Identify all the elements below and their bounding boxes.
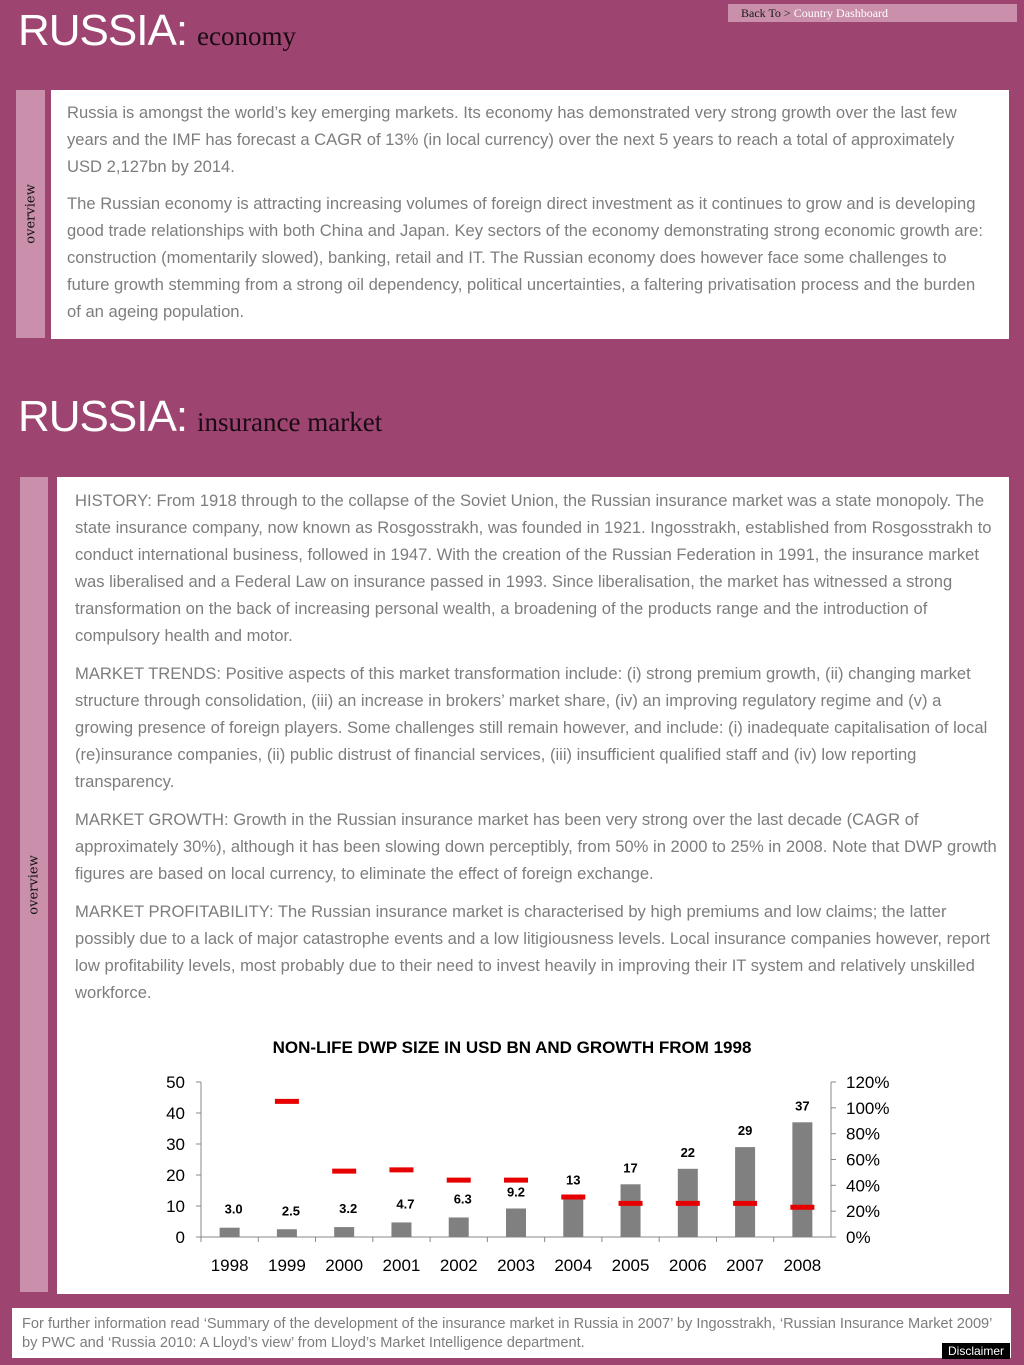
bar-data-label: 13 [566, 1172, 581, 1188]
y-left-tick-label: 20 [166, 1166, 185, 1185]
y-left-tick-label: 50 [166, 1073, 185, 1092]
y-left-tick-label: 0 [175, 1228, 185, 1247]
y-right-tick-label: 100% [846, 1098, 890, 1118]
bar-data-label: 29 [737, 1123, 753, 1139]
y-right-tick-label: 20% [846, 1202, 881, 1222]
x-tick-label: 2008 [783, 1256, 822, 1275]
y-left-tick-label: 10 [166, 1197, 185, 1216]
economy-paragraph: The Russian economy is attracting increasing volumes of foreign direct investment as it continues to grow and is developing good trade relationships with both China and Japan. Key sectors of the economy demonstrating strong economic growth are: construction (momentarily slowed), banking, retail and IT. The Russian economy does however face some challenges to future growth stemming from a strong oil dependency, political uncertainties, a faltering privatisation process and the burden of an ageing population. [67, 194, 983, 321]
bar-data-label: 9.2 [506, 1184, 526, 1200]
y-right-tick-label: 60% [846, 1150, 881, 1170]
economy-title [18, 6, 296, 56]
economy-overview-panel [51, 90, 1009, 339]
bar-data-label: 6.3 [453, 1191, 472, 1207]
y-left-tick-label: 30 [166, 1135, 185, 1154]
insurance-overview-panel [57, 477, 1009, 1294]
x-tick-label: 2006 [668, 1256, 707, 1275]
y-right-tick-label: 120% [846, 1073, 890, 1092]
economy-paragraph: Russia is amongst the world’s key emerging markets. Its economy has demonstrated very strong growth over the last few years and the IMF has forecast a CAGR of 13% (in local currency) over the next 5 years to reach a total of approximately USD 2,127bn by 2014. [67, 103, 957, 176]
insurance-title-country: RUSSIA: [18, 392, 188, 441]
economy-title-country: RUSSIA: [18, 6, 188, 55]
economy-title-topic: economy [197, 21, 297, 51]
insurance-paragraph-history: HISTORY: From 1918 through to the collapse of the Soviet Union, the Russian insurance market was a state monopoly. The state insurance company, now known as Rosgosstrakh, was founded in 1921. Ingosstrakh, established from Rosgosstrakh to conduct international business, followed in 1947. With the creation of the Russian Federation in 1991, the insurance market was liberalised and a Federal Law on insurance passed in 1993. Since liberalisation, the market has witnessed a strong transformation on the back of increasing personal wealth, a broadening of the products range and the introduction of compulsory health and motor. [75, 491, 992, 645]
x-tick-label: 1998 [210, 1256, 249, 1275]
y-left-tick-label: 40 [166, 1104, 185, 1123]
insurance-paragraph-trends: MARKET TRENDS: Positive aspects of this market transformation include: (i) strong premium growth, (ii) changing market structure through consolidation, (iii) an increase in brokers’ market share, (iv) an improving regulatory regime and (v) a growing presence of foreign players. Some challenges still remain however, and include: (i) inadequate capitalisation of local (re)insurance companies, (ii) public distrust of financial services, (iii) insufficient qualified staff and (iv) low reporting transparency. [75, 664, 988, 791]
economy-overview-tab [16, 90, 45, 338]
insurance-overview-tab [20, 477, 48, 1292]
insurance-overview-tab-label: overview [26, 854, 42, 915]
y-right-tick-label: 0% [846, 1228, 871, 1247]
bar-data-label: 4.7 [396, 1196, 415, 1212]
x-tick-label: 2004 [554, 1256, 593, 1275]
economy-overview-tab-label: overview [23, 184, 38, 244]
bar-data-label: 3.2 [339, 1201, 358, 1217]
x-tick-label: 2000 [325, 1256, 364, 1275]
bar-data-label: 2.5 [281, 1203, 300, 1219]
back-to-dashboard-link[interactable] [728, 4, 1017, 22]
x-tick-label: 2005 [611, 1256, 650, 1275]
insurance-paragraph-growth: MARKET GROWTH: Growth in the Russian insurance market has been very strong over the last decade (CAGR of approximately 30%), although it has been slowing down perceptibly, from 50% in 2000 to 25% in 2008. Note that DWP growth figures are based on local currency, to eliminate the effect of foreign exchange. [75, 810, 997, 883]
bar-data-label: 22 [680, 1144, 696, 1160]
bar-data-label: 37 [795, 1098, 810, 1114]
back-to-label: Back To > [741, 6, 791, 20]
x-tick-label: 2007 [726, 1256, 765, 1275]
bar-data-label: 3.0 [224, 1201, 243, 1217]
x-tick-label: 2001 [382, 1256, 421, 1275]
chart-title: NON-LIFE DWP SIZE IN USD BN AND GROWTH FROM 1998 [272, 1038, 752, 1057]
x-tick-label: 2002 [439, 1256, 478, 1275]
insurance-title [18, 392, 382, 442]
insurance-paragraph-profitability: MARKET PROFITABILITY: The Russian insurance market is characterised by high premiums and low claims; the latter possibly due to a lack of major catastrophe events and a low litigiousness levels. Local insurance companies however, report low profitability levels, most probably due to their need to invest heavily in improving their IT system and relatively unskilled workforce. [75, 902, 990, 1002]
footer-note: For further information read ‘Summary of the development of the insurance market in Russia in 2007’ by Ingosstrakh, ‘Russian Insurance Market 2009’ by PWC and ‘Russia 2010: A Lloyd’s view’ from Lloyd’s Market Intelligence department. [12, 1308, 1011, 1358]
insurance-title-topic: insurance market [197, 407, 383, 437]
y-right-tick-label: 40% [846, 1176, 881, 1196]
bar-data-label: 17 [623, 1160, 638, 1176]
x-tick-label: 1999 [267, 1256, 306, 1275]
country-dashboard-link[interactable]: Country Dashboard [793, 6, 889, 20]
disclaimer-button[interactable]: Disclaimer [942, 1343, 1010, 1359]
x-tick-label: 2003 [497, 1256, 535, 1275]
y-right-tick-label: 80% [846, 1124, 881, 1144]
